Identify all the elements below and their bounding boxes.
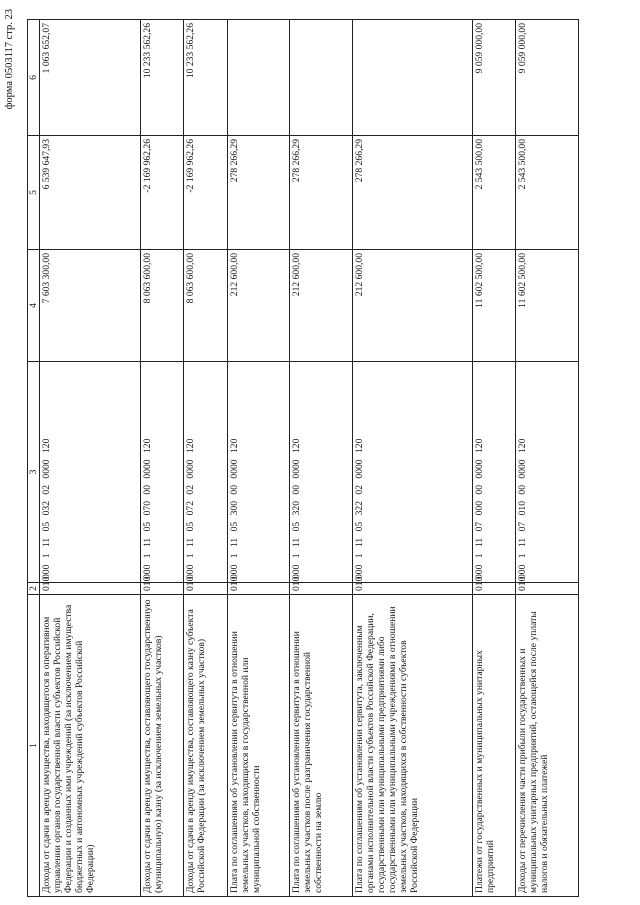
table-row	[516, 20, 579, 897]
income-report-table	[27, 19, 579, 897]
approved-amount: 8 063 600,00	[140, 250, 183, 362]
income-name: Плата по соглашениям об установлении сервитута в отношении земельных участков после разграничения государственной собственности на землю	[290, 595, 353, 897]
budget-classification-code: 000 1 11 07 000 00 0000 120	[472, 362, 515, 583]
executed-amount: 278 266,29	[352, 136, 472, 250]
unexecuted-amount: 1 063 652,07	[40, 20, 141, 136]
approved-amount: 212 600,00	[352, 250, 472, 362]
column-header-2: 2	[28, 583, 40, 595]
line-code: 010	[140, 583, 183, 595]
budget-classification-code: 000 1 11 05 320 00 0000 120	[290, 362, 353, 583]
unexecuted-amount	[227, 20, 290, 136]
line-code: 010	[227, 583, 290, 595]
income-name: Доходы от сдачи в аренду имущества, находящегося в оперативном управлении органов государственной власти субъектов Российской Федерации и созданных ими учреждений (за исключением имущества бюджетных и автономных учреждений субъектов Российской Федерации)	[40, 595, 141, 897]
line-code: 010	[516, 583, 579, 595]
table-row	[352, 20, 472, 897]
income-name: Плата по соглашениям об установлении сервитута в отношении земельных участков, находящихся в государственной или муниципальной собственности	[227, 595, 290, 897]
executed-amount: 2 543 500,00	[472, 136, 515, 250]
approved-amount: 7 603 300,00	[40, 250, 141, 362]
table-row	[140, 20, 183, 897]
budget-classification-code: 000 1 11 05 322 02 0000 120	[352, 362, 472, 583]
budget-classification-code: 000 1 11 07 010 00 0000 120	[516, 362, 579, 583]
executed-amount: -2 169 962,26	[140, 136, 183, 250]
line-code: 010	[40, 583, 141, 595]
income-name: Платежи от государственных и муниципальных унитарных предприятий	[472, 595, 515, 897]
approved-amount: 11 602 500,00	[472, 250, 515, 362]
form-page-label: форма 0503117 стр. 23	[4, 9, 15, 110]
approved-amount: 212 600,00	[227, 250, 290, 362]
executed-amount: 278 266,29	[290, 136, 353, 250]
unexecuted-amount: 9 059 000,00	[472, 20, 515, 136]
unexecuted-amount: 10 233 562,26	[140, 20, 183, 136]
unexecuted-amount: 9 059 000,00	[516, 20, 579, 136]
budget-classification-code: 000 1 11 05 032 02 0000 120	[40, 362, 141, 583]
unexecuted-amount	[352, 20, 472, 136]
table-row	[40, 20, 141, 897]
table-row	[227, 20, 290, 897]
approved-amount: 212 600,00	[290, 250, 353, 362]
income-name: Доходы от перечисления части прибыли государственных и муниципальных унитарных предприятий, остающейся после уплаты налогов и обязательных платежей	[516, 595, 579, 897]
executed-amount: 2 543 500,00	[516, 136, 579, 250]
line-code: 010	[290, 583, 353, 595]
income-name: Плата по соглашениям об установлении сервитута, заключенным органами исполнительной власти субъектов Российской Федерации, государственными или муниципальными предприятиями либо государственными или муниципальными учреждениями в отношении земельных участков, находящихся в собственности субъектов Российской Федерации	[352, 595, 472, 897]
line-code: 010	[184, 583, 227, 595]
column-header-4: 4	[28, 250, 40, 362]
budget-classification-code: 000 1 11 05 072 02 0000 120	[184, 362, 227, 583]
budget-classification-code: 000 1 11 05 070 00 0000 120	[140, 362, 183, 583]
table-row	[472, 20, 515, 897]
approved-amount: 8 063 600,00	[184, 250, 227, 362]
executed-amount: 6 539 647,93	[40, 136, 141, 250]
executed-amount: -2 169 962,26	[184, 136, 227, 250]
column-header-6: 6	[28, 20, 40, 136]
column-header-3: 3	[28, 362, 40, 583]
table-row	[184, 20, 227, 897]
column-number-row	[28, 20, 40, 897]
executed-amount: 278 266,29	[227, 136, 290, 250]
income-name: Доходы от сдачи в аренду имущества, составляющего казну субъекта Российской Федерации (за исключением земельных участков)	[184, 595, 227, 897]
budget-classification-code: 000 1 11 05 300 00 0000 120	[227, 362, 290, 583]
approved-amount: 11 602 500,00	[516, 250, 579, 362]
unexecuted-amount: 10 233 562,26	[184, 20, 227, 136]
income-name: Доходы от сдачи в аренду имущества, составляющего государственную (муниципальную) казну (за исключением земельных участков)	[140, 595, 183, 897]
table-row	[290, 20, 353, 897]
unexecuted-amount	[290, 20, 353, 136]
line-code: 010	[352, 583, 472, 595]
column-header-1: 1	[28, 595, 40, 897]
column-header-5: 5	[28, 136, 40, 250]
line-code: 010	[472, 583, 515, 595]
